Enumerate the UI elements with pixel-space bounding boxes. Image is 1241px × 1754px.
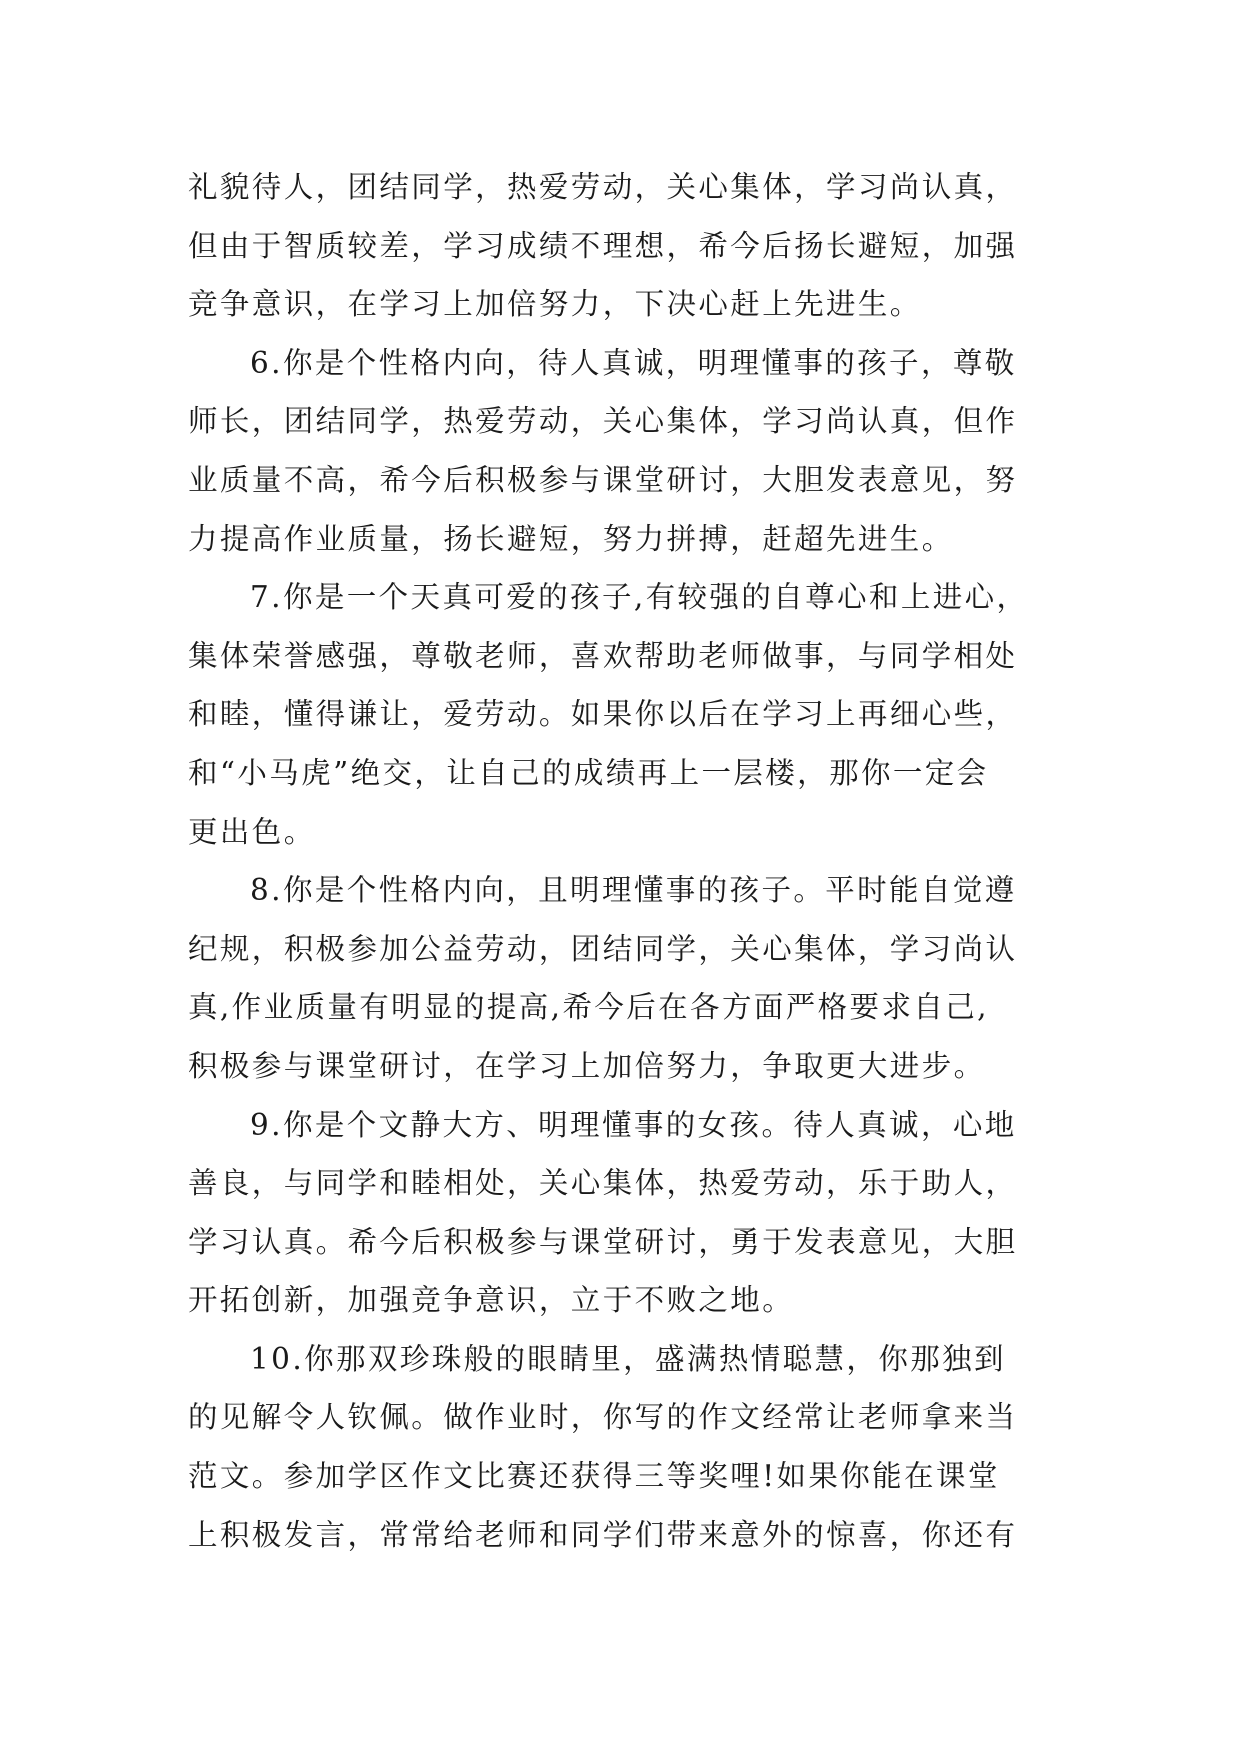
text-line: 6.你是个性格内向，待人真诚，明理懂事的孩子，尊敬 <box>250 345 1017 380</box>
paragraph-8 <box>188 861 1058 1095</box>
text-line: 集体荣誉感强，尊敬老师，喜欢帮助老师做事，与同学相处 <box>188 638 1018 673</box>
text-line: 8.你是个性格内向，且明理懂事的孩子。平时能自觉遵 <box>250 873 1017 908</box>
text-line: 范文。参加学区作文比赛还获得三等奖哩!如果你能在课堂 <box>188 1459 1000 1494</box>
text-line: 礼貌待人，团结同学，热爱劳动，关心集体，学习尚认真， <box>188 170 1018 204</box>
text-line: 更出色。 <box>188 814 316 849</box>
text-line: 9.你是个文静大方、明理懂事的女孩。待人真诚，心地 <box>250 1107 1017 1142</box>
paragraph-5-continuation <box>188 158 1058 334</box>
text-line: 纪规，积极参加公益劳动，团结同学，关心集体，学习尚认 <box>188 931 1018 966</box>
text-line: 但由于智质较差，学习成绩不理想，希今后扬长避短，加强 <box>188 228 1018 263</box>
text-line: 7.你是一个天真可爱的孩子,有较强的自尊心和上进心， <box>250 580 1029 615</box>
text-line: 10.你那双珍珠般的眼睛里，盛满热情聪慧，你那独到 <box>250 1341 1006 1376</box>
text-line: 的见解令人钦佩。做作业时，你写的作文经常让老师拿来当 <box>188 1400 1018 1435</box>
text-line: 学习认真。希今后积极参与课堂研讨，勇于发表意见，大胆 <box>188 1224 1018 1259</box>
paragraph-9 <box>188 1096 1058 1330</box>
text-line: 力提高作业质量，扬长避短，努力拼搏，赶超先进生。 <box>188 521 954 556</box>
text-line: 业质量不高，希今后积极参与课堂研讨，大胆发表意见，努 <box>188 462 1018 497</box>
paragraph-6 <box>188 334 1058 568</box>
text-line: 善良，与同学和睦相处，关心集体，热爱劳动，乐于助人， <box>188 1166 1018 1201</box>
paragraph-7 <box>188 568 1058 861</box>
text-line: 和“小马虎”绝交，让自己的成绩再上一层楼，那你一定会 <box>188 755 989 790</box>
text-line: 竞争意识，在学习上加倍努力，下决心赶上先进生。 <box>188 287 922 322</box>
document-body <box>188 158 1058 1564</box>
text-line: 开拓创新，加强竞争意识，立于不败之地。 <box>188 1283 795 1318</box>
text-line: 和睦，懂得谦让，爱劳动。如果你以后在学习上再细心些， <box>188 697 1018 732</box>
text-line: 上积极发言，常常给老师和同学们带来意外的惊喜，你还有 <box>188 1517 1018 1552</box>
text-line: 积极参与课堂研讨，在学习上加倍努力，争取更大进步。 <box>188 1048 986 1083</box>
text-line: 师长，团结同学，热爱劳动，关心集体，学习尚认真，但作 <box>188 404 1018 439</box>
text-line: 真,作业质量有明显的提高,希今后在各方面严格要求自己, <box>188 990 989 1025</box>
paragraph-10 <box>188 1330 1058 1564</box>
